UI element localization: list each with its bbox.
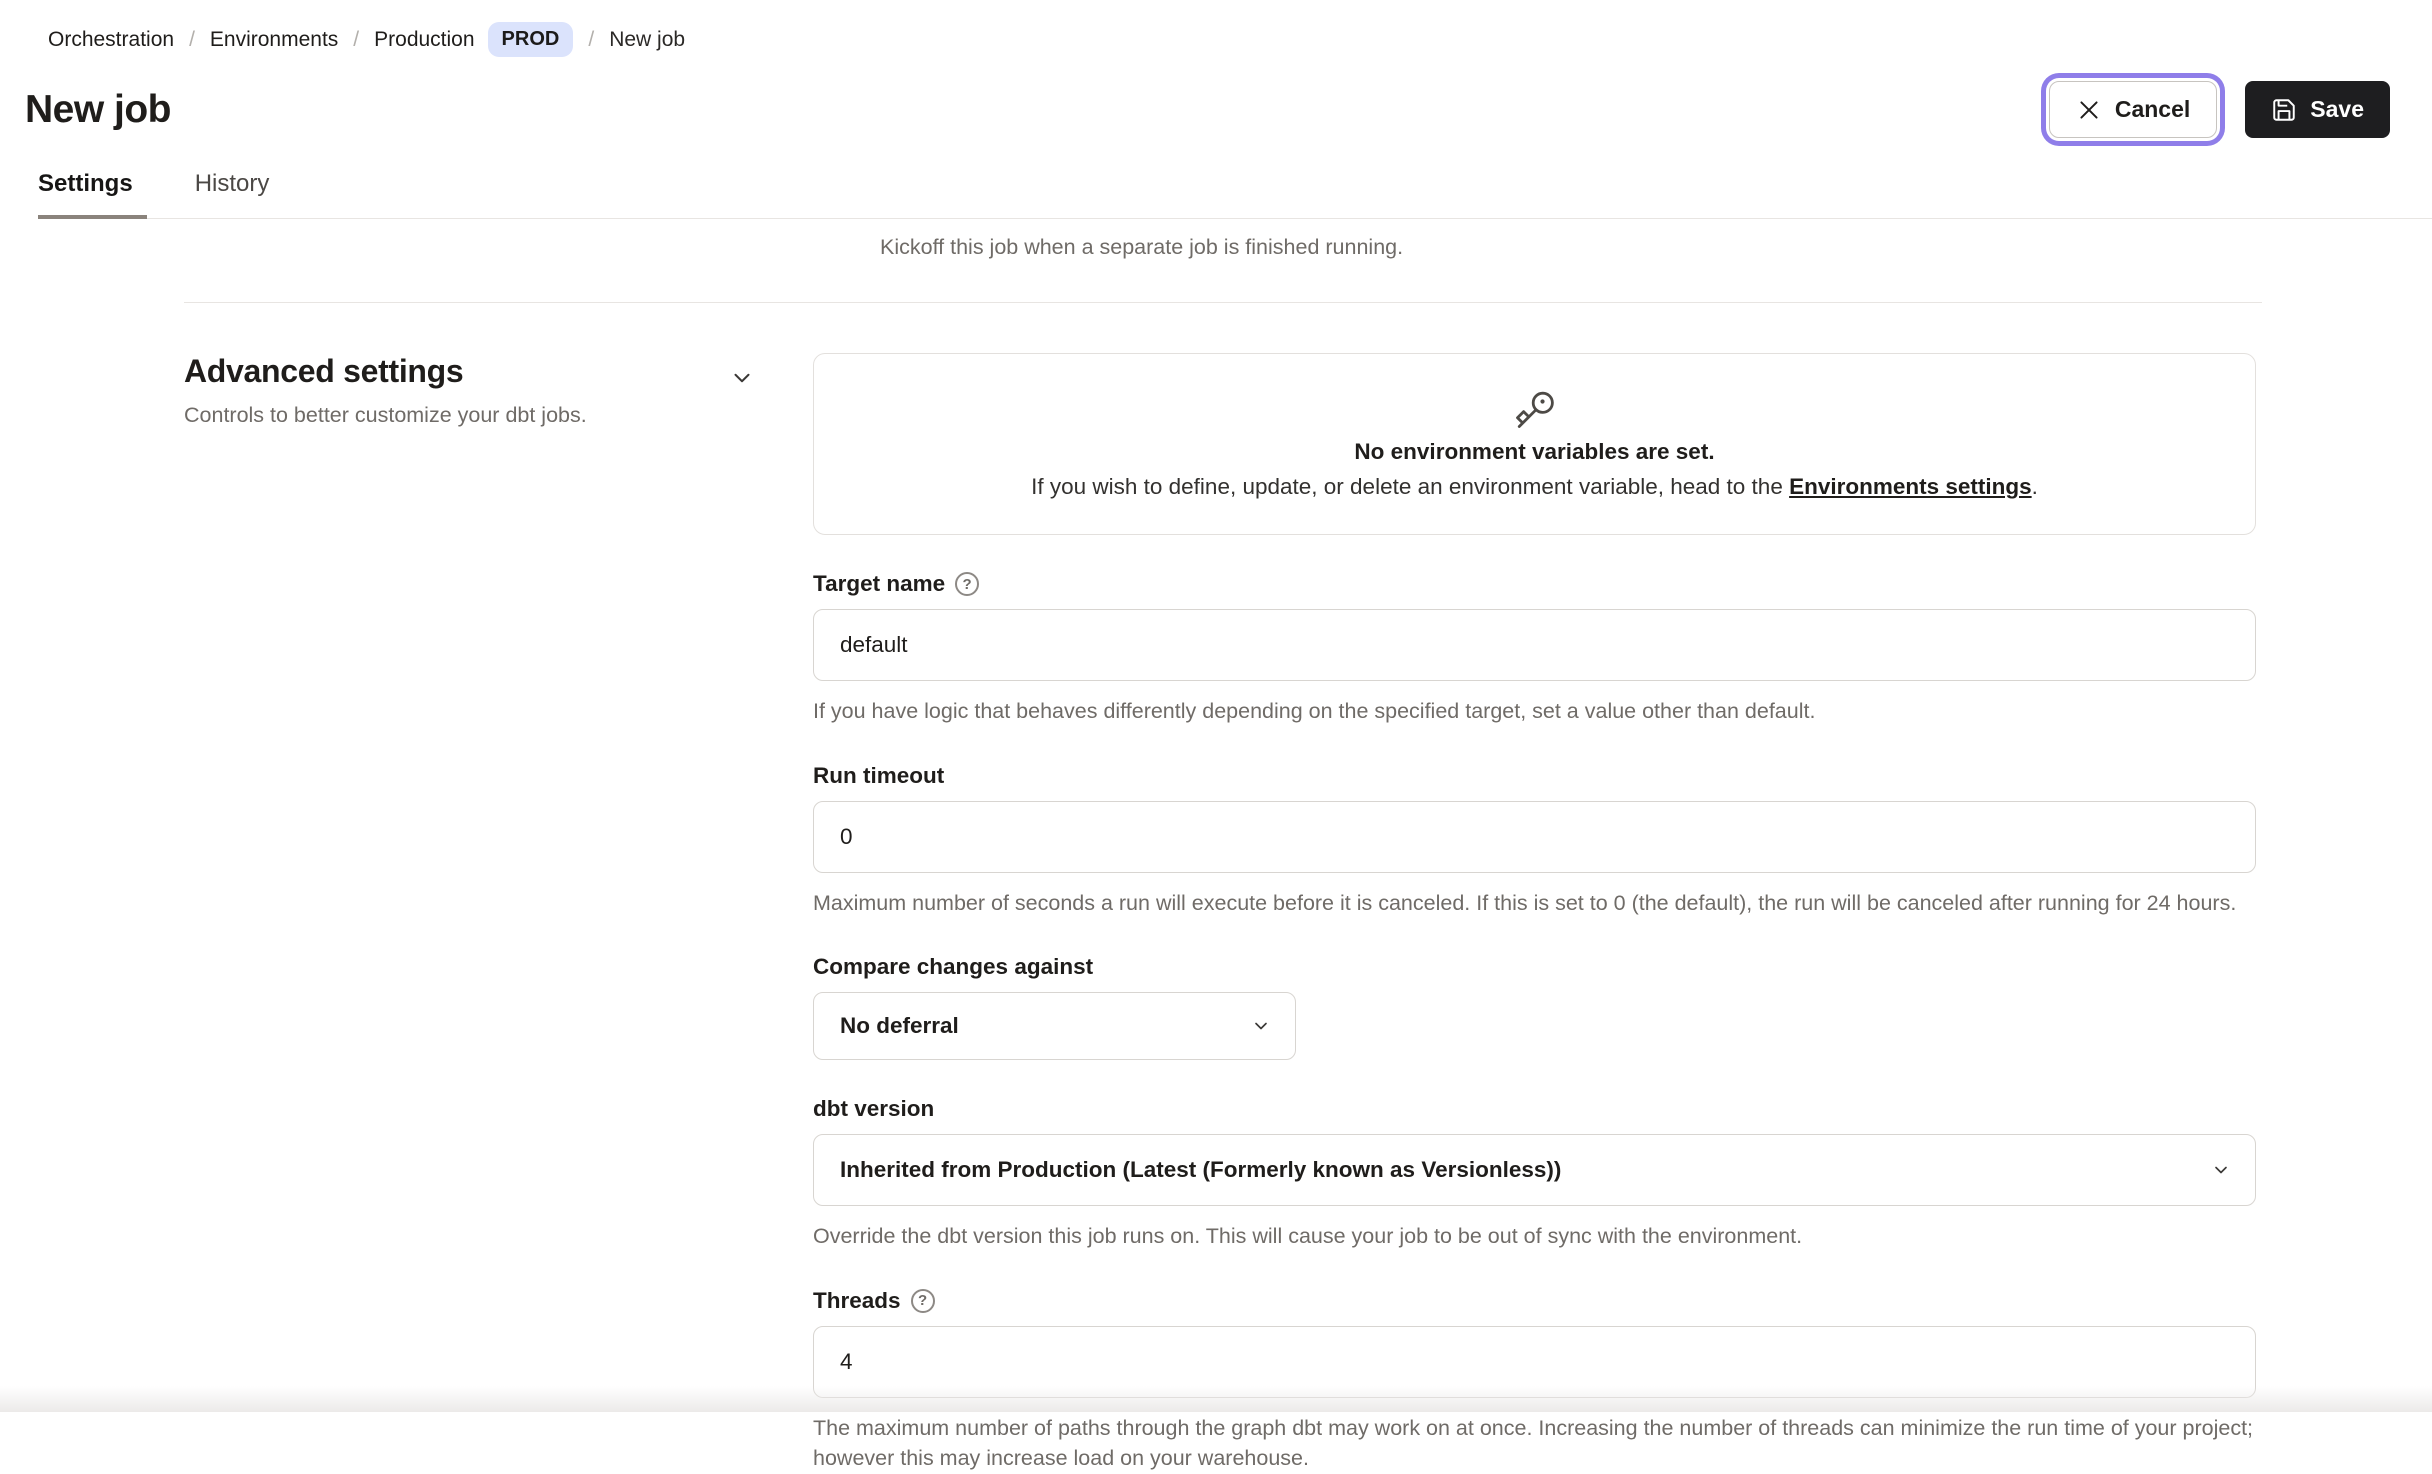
target-name-field: [813, 571, 2256, 727]
environment-prod-badge: PROD: [488, 22, 574, 57]
job-completion-trigger-description: Kickoff this job when a separate job is finished running.: [880, 235, 1404, 259]
breadcrumb-separator: /: [588, 27, 595, 51]
chevron-down-icon: [2211, 1160, 2231, 1180]
threads-input[interactable]: [813, 1326, 2256, 1398]
collapse-advanced-settings-button[interactable]: [729, 365, 755, 391]
dbt-version-field: [813, 1096, 2256, 1252]
breadcrumb-production[interactable]: Production: [374, 27, 475, 51]
run-timeout-field: [813, 763, 2256, 919]
dbt-version-select[interactable]: [813, 1134, 2256, 1206]
breadcrumb-orchestration[interactable]: Orchestration: [48, 27, 175, 51]
chevron-down-icon: [1251, 1016, 1271, 1036]
target-name-input[interactable]: [813, 609, 2256, 681]
header-actions: [2049, 81, 2390, 138]
compare-changes-select[interactable]: [813, 992, 1296, 1060]
env-vars-body-text: If you wish to define, update, or delete an environment variable, head to the: [1031, 474, 1790, 499]
target-name-label: Target name: [813, 571, 946, 596]
threads-field: [813, 1288, 2256, 1474]
dbt-version-label: dbt version: [813, 1096, 935, 1122]
settings-content: [0, 235, 2432, 1474]
run-timeout-label: Run timeout: [813, 762, 945, 788]
environment-variables-empty-state: [813, 353, 2256, 535]
compare-changes-label: Compare changes against: [813, 954, 1094, 980]
advanced-settings-header: [184, 353, 813, 1474]
breadcrumb-current-page: New job: [609, 27, 686, 51]
advanced-settings-heading-group: [184, 353, 587, 428]
breadcrumb-separator: /: [353, 27, 360, 51]
dbt-version-help-text: Override the dbt version this job runs on. This will cause your job to be out of sync with the environment.: [813, 1224, 1803, 1249]
help-icon[interactable]: ?: [955, 572, 979, 596]
env-vars-empty-body: [1031, 474, 2038, 500]
environments-settings-link[interactable]: Environments settings: [1789, 474, 2032, 499]
env-vars-body-period: .: [2031, 474, 2038, 499]
section-divider: [184, 302, 2262, 303]
save-button-label: Save: [2310, 96, 2364, 122]
tab-bar: [38, 166, 2432, 219]
dbt-version-selected-value: Inherited from Production (Latest (Formerly known as Versionless)): [840, 1157, 1562, 1183]
close-icon: [2076, 97, 2102, 123]
save-button[interactable]: [2245, 81, 2390, 138]
threads-help-text: The maximum number of paths through the graph dbt may work on at once. Increasing the number of threads can minimize the run time of your project; however this may increase load on your warehouse.: [813, 1415, 2254, 1471]
tab-history[interactable]: History: [194, 170, 270, 197]
page-header: [0, 57, 2432, 138]
run-timeout-help-text: Maximum number of seconds a run will execute before it is canceled. If this is set to 0 (the default), the run will be canceled after running for 24 hours.: [813, 890, 2237, 915]
save-icon: [2271, 97, 2297, 123]
tab-settings[interactable]: Settings: [38, 166, 147, 219]
help-icon[interactable]: ?: [911, 1289, 935, 1313]
chevron-down-icon: [729, 365, 755, 391]
breadcrumb: [0, 0, 2432, 57]
compare-changes-field: [813, 954, 2256, 1060]
advanced-settings-section: [0, 353, 2432, 1474]
page-title: New job: [25, 87, 172, 131]
target-name-help-text: If you have logic that behaves differently depending on the specified target, set a value other than default.: [813, 699, 1816, 723]
cancel-button-label: Cancel: [2114, 96, 2191, 122]
advanced-settings-title: Advanced settings: [184, 353, 464, 389]
advanced-settings-subtitle: Controls to better customize your dbt jobs.: [184, 403, 587, 427]
breadcrumb-separator: /: [189, 27, 195, 51]
threads-label: Threads: [813, 1287, 901, 1313]
run-timeout-input[interactable]: [813, 801, 2256, 873]
env-vars-empty-title: No environment variables are set.: [1354, 439, 1715, 464]
breadcrumb-environments[interactable]: Environments: [209, 27, 339, 51]
cancel-button[interactable]: [2049, 81, 2217, 138]
advanced-settings-form: [813, 353, 2256, 1474]
compare-changes-selected-value: No deferral: [840, 1013, 959, 1039]
key-icon: [1514, 388, 1556, 430]
